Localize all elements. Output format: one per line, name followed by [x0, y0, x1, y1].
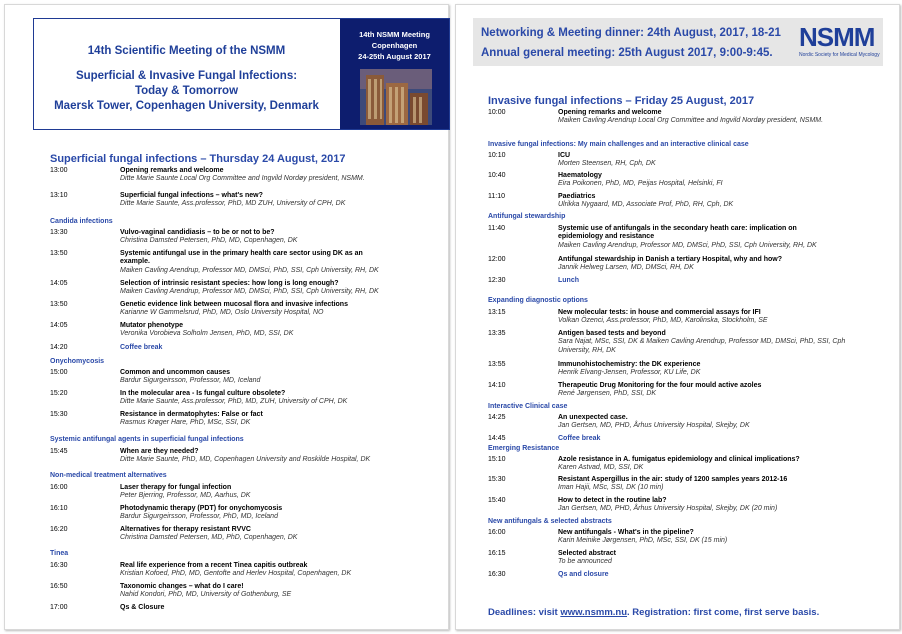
- section-header: Non-medical treatment alternatives: [50, 472, 167, 479]
- section-header: New antifungals & selected abstracts: [488, 518, 612, 525]
- row-speaker: René Jørgensen, PhD, SSI, DK: [558, 390, 657, 398]
- row-speaker: Karen Astvad, MD, SSI, DK: [558, 464, 644, 472]
- section-header: Systemic antifungal agents in superficial fungal infections: [50, 436, 244, 443]
- deadline-note: [488, 607, 819, 618]
- row-speaker: To be announced: [558, 558, 612, 566]
- row-title: Vulvo-vaginal candidiasis – to be or not to be?: [120, 229, 275, 236]
- row-time: 15:30: [488, 476, 506, 483]
- row-title: Selection of intrinsic resistant species: how long is long enough?: [120, 280, 339, 287]
- row-title: Opening remarks and welcome: [558, 109, 662, 116]
- row-speaker: Jan Gertsen, MD, PHD, Århus University Hospital, Skejby, DK: [558, 422, 750, 430]
- panel-line3: 24-25th August 2017: [358, 52, 431, 61]
- row-title: An unexpected case.: [558, 414, 628, 421]
- nsmm-logo: [781, 22, 880, 62]
- row-title: Genetic evidence link between mucosal flora and invasive infections: [120, 301, 348, 308]
- maersk-tower-photo: [360, 69, 432, 125]
- row-time: 14:20: [50, 344, 68, 351]
- website-link[interactable]: www.nsmm.nu: [560, 607, 628, 618]
- header-line1: 14th Scientific Meeting of the NSMM: [87, 45, 286, 57]
- row-time: 16:30: [488, 571, 506, 578]
- deadline-prefix: Deadlines: visit: [488, 607, 561, 618]
- row-title: Laser therapy for fungal infection: [120, 484, 232, 491]
- section-header: Expanding diagnostic options: [488, 297, 588, 304]
- header-line3: Today & Tomorrow: [134, 85, 239, 97]
- row-title: Systemic use of antifungals in the secondary heath care: implication on epidemiology and resistance: [558, 225, 797, 241]
- row-time: 15:40: [488, 497, 506, 504]
- row-speaker: Veronika Vorobieva Solholm Jensen, PhD, MD, SSI, DK: [120, 330, 294, 338]
- row-title: Immunohistochemistry: the DK experience: [558, 361, 701, 368]
- row-title: Superficial fungal infections – what's new?: [120, 192, 263, 199]
- meeting-header: [33, 18, 450, 130]
- section-header: Invasive fungal infections: My main challenges and an interactive clinical case: [488, 141, 749, 148]
- panel-line2: Copenhagen: [371, 41, 418, 50]
- header-text: [34, 45, 339, 114]
- row-speaker: Kristian Kofoed, PhD, MD, Gentofte and Herlev Hospital, Copenhagen, DK: [120, 570, 352, 578]
- row-title: Coffee break: [120, 344, 163, 351]
- row-speaker: Ditte Marie Saunte Local Org Committee and Ingvild Nordøy president, NSMM.: [120, 175, 365, 183]
- row-time: 16:15: [488, 550, 506, 557]
- row-speaker: Christina Damsted Petersen, PhD, MD, Copenhagen, DK: [120, 237, 298, 245]
- row-speaker: Maiken Cavling Arendrup, Professor MD, DMSci, PhD, SSI, Cph University, RH, DK: [120, 288, 379, 296]
- row-speaker: Jannik Helweg Larsen, MD, DMSci, RH, DK: [558, 264, 694, 272]
- header-panel: [340, 19, 449, 129]
- section-header: Onychomycosis: [50, 358, 105, 365]
- row-time: 14:45: [488, 435, 506, 442]
- row-time: 13:50: [50, 301, 68, 308]
- row-time: 15:45: [50, 448, 68, 455]
- row-title: ICU: [558, 152, 571, 159]
- row-time: 12:30: [488, 277, 506, 284]
- row-speaker: Iman Hajii, MSc, SSI, DK (10 min): [558, 484, 664, 492]
- thursday-title: Superficial fungal infections – Thursday 24 August, 2017: [50, 153, 346, 165]
- row-title: In the molecular area - Is fungal culture obsolete?: [120, 390, 286, 397]
- row-speaker: Morten Steensen, RH, Cph, DK: [558, 160, 656, 168]
- logo-wordmark: NSMM: [799, 22, 875, 52]
- row-time: 10:00: [488, 109, 506, 116]
- row-title: New antifungals - What's in the pipeline?: [558, 529, 694, 536]
- row-title: Haematology: [558, 172, 602, 179]
- row-time: 15:30: [50, 411, 68, 418]
- row-speaker: Ulrikka Nygaard, MD, Associate Prof, PhD, RH, Cph, DK: [558, 201, 734, 209]
- row-time: 14:05: [50, 280, 68, 287]
- row-speaker: Karin Meinike Jørgensen, PhD, MSc, SSI, DK (15 min): [558, 537, 728, 545]
- row-time: 16:00: [50, 484, 68, 491]
- row-title: Photodynamic therapy (PDT) for onychomycosis: [120, 505, 283, 512]
- row-title: Taxonomic changes – what do I care!: [120, 583, 244, 590]
- row-title: Coffee break: [558, 435, 601, 442]
- row-title: When are they needed?: [120, 448, 199, 455]
- row-speaker: Jan Gertsen, MD, PHD, Århus University Hospital, Skejby, DK (20 min): [558, 505, 778, 513]
- header-line4: Maersk Tower, Copenhagen University, Denmark: [54, 100, 319, 112]
- agm-line: Annual general meeting: 25th August 2017, 9:00-9:45.: [481, 47, 773, 59]
- panel-line1: 14th NSMM Meeting: [359, 30, 430, 39]
- row-speaker: Ditte Marie Saunte, Ass.professor, PhD, MD, ZUH, University of CPH, DK: [120, 398, 348, 406]
- row-title: Paediatrics: [558, 193, 596, 200]
- row-title: Qs & Closure: [120, 604, 165, 611]
- row-speaker: Nahid Kondori, PhD, MD, University of Gothenburg, SE: [120, 591, 292, 599]
- row-title: Resistant Aspergillus in the air: study of 1200 samples years 2012-16: [558, 476, 788, 483]
- row-speaker: Volkan Özenci, Ass.professor, PhD, MD, Karolinska, Stockholm, SE: [558, 317, 768, 325]
- friday-title: Invasive fungal infections – Friday 25 August, 2017: [488, 95, 755, 107]
- row-time: 14:25: [488, 414, 506, 421]
- row-speaker: Rasmus Krøger Hare, PhD, MSc, SSI, DK: [120, 419, 251, 427]
- row-title: Selected abstract: [558, 550, 616, 557]
- row-title: Antifungal stewardship in Danish a tertiary Hospital, why and how?: [558, 256, 783, 263]
- header-line2: Superficial & Invasive Fungal Infections:: [75, 70, 298, 82]
- row-time: 16:00: [488, 529, 506, 536]
- row-time: 13:35: [488, 330, 506, 337]
- row-title: Resistance in dermatophytes: False or fact: [120, 411, 263, 418]
- row-speaker: Henrik Elvang-Jensen, Professor, KU Life, DK: [558, 369, 701, 377]
- row-title: Real life experience from a recent Tinea capitis outbreak: [120, 562, 308, 569]
- row-speaker: Maiken Cavling Arendrup, Professor MD, DMSci, PhD, SSI, Cph University, RH, DK: [120, 266, 379, 274]
- row-time: 15:10: [488, 456, 506, 463]
- row-time: 15:20: [50, 390, 68, 397]
- row-title: How to detect in the routine lab?: [558, 497, 667, 504]
- row-time: 14:10: [488, 382, 506, 389]
- row-time: 16:50: [50, 583, 68, 590]
- section-header: Antifungal stewardship: [488, 213, 566, 220]
- section-header: Interactive Clinical case: [488, 403, 568, 410]
- row-time: 15:00: [50, 369, 68, 376]
- row-title: Systemic antifungal use in the primary health care sector using DK as an example.: [120, 250, 363, 266]
- row-time: 13:10: [50, 192, 68, 199]
- row-time: 10:40: [488, 172, 506, 179]
- row-speaker: Bardur Sigurgeirsson, Professor, MD, Iceland: [120, 377, 261, 385]
- row-title: New molecular tests: in house and commercial assays for IFI: [558, 309, 761, 316]
- row-title: Antigen based tests and beyond: [558, 330, 666, 337]
- row-speaker: Ditte Marie Saunte, PhD, MD, Copenhagen University and Roskilde Hospital, DK: [120, 456, 371, 464]
- row-time: 11:10: [488, 193, 505, 200]
- row-speaker: Maiken Cavling Arendrup Local Org Committee and Ingvild Nordøy president, NSMM.: [558, 117, 824, 125]
- deadline-suffix: . Registration: first come, first serve basis.: [627, 607, 820, 618]
- row-time: 13:50: [50, 250, 68, 257]
- section-header: Tinea: [50, 550, 69, 557]
- row-time: 13:55: [488, 361, 506, 368]
- row-speaker: Sara Najat, MSc, SSI, DK & Maiken Cavling Arendrup, Professor MD, DMSci, PhD, SSI, Cph University, RH, DK: [558, 338, 846, 354]
- row-time: 11:40: [488, 225, 505, 232]
- row-title: Opening remarks and welcome: [120, 167, 224, 174]
- row-title: Common and uncommon causes: [120, 369, 231, 376]
- row-speaker: Karianne W Gammelsrud, PhD, MD, Oslo University Hospital, NO: [120, 309, 324, 317]
- row-time: 12:00: [488, 256, 506, 263]
- row-time: 14:05: [50, 322, 68, 329]
- row-time: 17:00: [50, 604, 68, 611]
- row-title: Alternatives for therapy resistant RVVC: [120, 526, 251, 533]
- logo-tagline: Nordic Society for Medical Mycology: [799, 52, 880, 58]
- section-header: Emerging Resistance: [488, 445, 560, 452]
- row-speaker: Ditte Marie Saunte, Ass.professor, PhD, MD ZUH, University of CPH, DK: [120, 200, 346, 208]
- row-title: Qs and closure: [558, 571, 609, 578]
- dinner-line: Networking & Meeting dinner: 24th August, 2017, 18-21: [481, 27, 781, 39]
- events-bar: [473, 18, 883, 66]
- row-title: Azole resistance in A. fumigatus epidemiology and clinical implications?: [558, 456, 800, 463]
- row-time: 13:00: [50, 167, 68, 174]
- row-time: 13:30: [50, 229, 68, 236]
- row-title: Therapeutic Drug Monitoring for the four mould active azoles: [558, 382, 762, 389]
- row-time: 13:15: [488, 309, 506, 316]
- row-speaker: Peter Bjerring, Professor, MD, Aarhus, DK: [120, 492, 251, 500]
- row-time: 16:20: [50, 526, 68, 533]
- row-speaker: Maiken Cavling Arendrup, Professor MD, DMSci, PhD, SSI, Cph University, RH, DK: [558, 241, 817, 249]
- section-header: Candida infections: [50, 218, 113, 225]
- row-speaker: Christina Damsted Petersen, MD, PhD, Copenhagen, DK: [120, 534, 298, 542]
- row-time: 10:10: [488, 152, 506, 159]
- row-time: 16:10: [50, 505, 68, 512]
- row-title: Mutator phenotype: [120, 322, 183, 329]
- row-speaker: Eira Poikonen, PhD, MD, Peijas Hospital, Helsinki, FI: [558, 180, 723, 188]
- row-title: Lunch: [558, 277, 579, 284]
- row-speaker: Bardur Sigurgeirsson, Professor, PhD, MD, Iceland: [120, 513, 278, 521]
- row-time: 16:30: [50, 562, 68, 569]
